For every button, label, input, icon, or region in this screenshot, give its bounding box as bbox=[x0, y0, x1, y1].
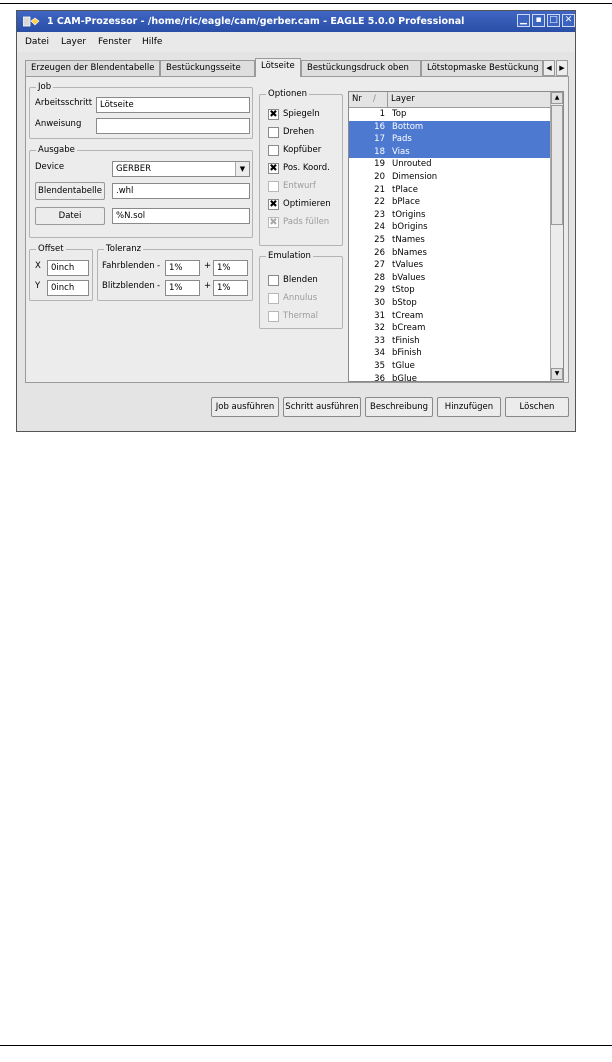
anweisung-field[interactable] bbox=[96, 118, 250, 134]
column-header-nr[interactable] bbox=[349, 92, 388, 107]
layer-number: 26 bbox=[374, 247, 385, 258]
layer-name: tGlue bbox=[392, 361, 415, 371]
device-value: GERBER bbox=[116, 164, 151, 174]
tab-loetstopmaske-bestueckung[interactable]: Lötstopmaske Bestückung bbox=[421, 60, 543, 76]
job-ausfuehren-button[interactable]: Job ausführen bbox=[211, 397, 279, 417]
page-bottom-rule bbox=[0, 1045, 612, 1046]
optionen-group-title: Optionen bbox=[268, 89, 307, 99]
column-header-layer[interactable] bbox=[388, 92, 550, 107]
layer-row[interactable] bbox=[349, 158, 550, 171]
layer-name: Dimension bbox=[392, 172, 438, 182]
offset-y-field[interactable]: 0inch bbox=[47, 280, 89, 296]
blitzblenden-minus-sign: - bbox=[157, 281, 161, 291]
tab-bestueckungsdruck-oben[interactable]: Bestückungsdruck oben bbox=[301, 60, 421, 76]
fahrblenden-minus-sign: - bbox=[157, 261, 161, 271]
layer-number: 17 bbox=[374, 134, 385, 145]
tab-blendentabelle[interactable]: Erzeugen der Blendentabelle bbox=[25, 60, 160, 76]
cam-processor-window bbox=[16, 10, 576, 432]
ausgabe-group bbox=[29, 145, 253, 238]
layer-row[interactable] bbox=[349, 184, 550, 197]
checkbox-box[interactable]: ✖ bbox=[269, 217, 278, 228]
window-title: 1 CAM-Prozessor - /home/ric/eagle/cam/gerber.cam - EAGLE 5.0.0 Professional bbox=[47, 16, 465, 27]
datei-button[interactable]: Datei bbox=[35, 207, 105, 225]
device-label: Device bbox=[35, 162, 65, 172]
restore-icon[interactable]: ▪ bbox=[532, 14, 545, 27]
arbeitsschritt-label: Arbeitsschritt bbox=[35, 98, 93, 108]
column-header-layer-label: Layer bbox=[391, 94, 415, 104]
layer-row[interactable] bbox=[349, 196, 550, 209]
fahrblenden-minus-field[interactable]: 1% bbox=[165, 260, 200, 276]
layer-number: 35 bbox=[374, 361, 385, 371]
layer-number: 23 bbox=[374, 209, 385, 220]
layer-row[interactable] bbox=[349, 108, 550, 121]
layer-number: 32 bbox=[374, 323, 385, 334]
checkbox-label: Entwurf bbox=[283, 181, 316, 191]
layer-row[interactable] bbox=[349, 272, 550, 285]
tab-scroll-right-icon[interactable]: ▶ bbox=[556, 60, 568, 76]
checkbox-box[interactable]: ✖ bbox=[269, 199, 278, 210]
layer-row[interactable] bbox=[349, 121, 550, 134]
layer-name: tPlace bbox=[392, 184, 418, 195]
maximize-icon[interactable]: □ bbox=[547, 14, 560, 27]
offset-y-label: Y bbox=[35, 281, 41, 291]
layer-name: tCream bbox=[392, 310, 424, 321]
layer-number: 30 bbox=[374, 298, 385, 308]
checkbox-box[interactable]: ✖ bbox=[269, 163, 278, 174]
job-group-title: Job bbox=[38, 82, 52, 92]
offset-group-title: Offset bbox=[38, 244, 64, 254]
blendentabelle-field[interactable]: .whl bbox=[112, 183, 250, 199]
hinzufuegen-button[interactable]: Hinzufügen bbox=[437, 397, 501, 417]
scrollbar-thumb[interactable] bbox=[551, 105, 563, 225]
layer-number: 25 bbox=[374, 235, 385, 245]
menu-datei[interactable]: Datei bbox=[25, 37, 50, 47]
blendentabelle-button[interactable]: Blendentabelle bbox=[35, 182, 105, 200]
minimize-icon[interactable]: ▁ bbox=[517, 14, 530, 27]
layer-number: 27 bbox=[374, 260, 385, 271]
layer-name: bNames bbox=[392, 247, 427, 258]
layer-name: bGlue bbox=[392, 373, 417, 382]
datei-field[interactable]: %N.sol bbox=[112, 208, 250, 224]
eagle-app-icon bbox=[23, 15, 41, 28]
tab-scroll-left-icon[interactable]: ◀ bbox=[543, 60, 555, 76]
arbeitsschritt-field[interactable]: Lötseite bbox=[96, 97, 250, 113]
layer-name: Vias bbox=[392, 146, 410, 157]
checkbox-box[interactable] bbox=[268, 311, 279, 322]
optionen-group bbox=[259, 89, 343, 246]
blitzblenden-plus-sign: + bbox=[204, 281, 212, 291]
offset-x-field[interactable]: 0inch bbox=[47, 260, 89, 276]
layer-row[interactable] bbox=[349, 133, 550, 146]
layer-row[interactable] bbox=[349, 209, 550, 222]
scroll-up-icon[interactable]: ▲ bbox=[551, 92, 563, 104]
layer-number: 24 bbox=[374, 222, 385, 233]
layer-number: 22 bbox=[374, 197, 385, 208]
toleranz-group bbox=[97, 244, 253, 301]
layer-row[interactable] bbox=[349, 234, 550, 247]
layer-number: 16 bbox=[374, 121, 385, 132]
checkbox-label: Drehen bbox=[283, 127, 315, 137]
tab-bestueckungsseite[interactable]: Bestückungsseite bbox=[160, 60, 255, 76]
layer-row[interactable] bbox=[349, 146, 550, 159]
layer-row[interactable] bbox=[349, 297, 550, 310]
emulation-group bbox=[259, 251, 343, 329]
checkbox-box[interactable] bbox=[268, 293, 279, 304]
layer-number: 19 bbox=[374, 159, 385, 170]
tab-loetseite[interactable]: Lötseite bbox=[255, 58, 301, 77]
layer-name: bCream bbox=[392, 323, 426, 334]
checkbox-box[interactable] bbox=[268, 145, 279, 156]
layer-number: 1 bbox=[379, 109, 385, 119]
layer-list[interactable] bbox=[348, 91, 564, 382]
fahrblenden-plus-sign: + bbox=[204, 261, 212, 271]
layer-number: 33 bbox=[374, 335, 385, 346]
layer-name: bPlace bbox=[392, 197, 420, 208]
layer-number: 29 bbox=[374, 285, 385, 296]
checkbox-label: Blenden bbox=[283, 275, 318, 285]
offset-group bbox=[29, 244, 93, 301]
loeschen-button[interactable]: Löschen bbox=[505, 397, 569, 417]
layer-name: Pads bbox=[392, 134, 412, 145]
layer-name: bFinish bbox=[392, 348, 422, 359]
fahrblenden-plus-field[interactable]: 1% bbox=[213, 260, 248, 276]
chevron-down-icon[interactable]: ▼ bbox=[235, 162, 249, 176]
emulation-group-title: Emulation bbox=[268, 251, 311, 261]
job-group bbox=[29, 82, 253, 139]
layer-list-header bbox=[349, 92, 550, 108]
layer-name: bOrigins bbox=[392, 222, 428, 233]
layer-number: 28 bbox=[374, 272, 385, 283]
layer-row[interactable] bbox=[349, 347, 550, 360]
layer-number: 34 bbox=[374, 348, 385, 359]
layer-row[interactable] bbox=[349, 373, 550, 382]
sort-indicator-icon: / bbox=[373, 94, 376, 104]
title-bar[interactable] bbox=[17, 11, 575, 32]
scroll-down-icon[interactable]: ▼ bbox=[551, 368, 563, 380]
layer-row[interactable] bbox=[349, 322, 550, 335]
layer-name: bStop bbox=[392, 298, 417, 308]
blitzblenden-label: Blitzblenden bbox=[102, 281, 155, 291]
checkbox-label: Annulus bbox=[283, 293, 318, 303]
layer-name: tOrigins bbox=[392, 209, 426, 220]
anweisung-label: Anweisung bbox=[35, 119, 82, 129]
layer-name: Top bbox=[392, 109, 407, 119]
layer-name: Bottom bbox=[392, 121, 424, 132]
layer-name: tNames bbox=[392, 235, 425, 245]
checkbox-label: Optimieren bbox=[283, 199, 331, 209]
layer-row[interactable] bbox=[349, 171, 550, 184]
layer-number: 31 bbox=[374, 310, 385, 321]
checkbox-label: Thermal bbox=[283, 311, 319, 321]
layer-name: tFinish bbox=[392, 335, 420, 346]
layer-row[interactable] bbox=[349, 259, 550, 272]
tab-panel bbox=[25, 76, 569, 383]
page-top-rule bbox=[0, 3, 612, 4]
menu-hilfe[interactable]: Hilfe bbox=[142, 37, 163, 47]
layer-name: bValues bbox=[392, 272, 426, 283]
menu-layer[interactable]: Layer bbox=[61, 37, 87, 47]
layer-name: Unrouted bbox=[392, 159, 432, 170]
layer-row[interactable] bbox=[349, 284, 550, 297]
layer-row[interactable] bbox=[349, 360, 550, 373]
schritt-ausfuehren-button[interactable]: Schritt ausführen bbox=[283, 397, 361, 417]
layer-name: tStop bbox=[392, 285, 415, 296]
layer-row[interactable] bbox=[349, 335, 550, 348]
device-select[interactable] bbox=[112, 161, 250, 177]
layer-number: 36 bbox=[374, 373, 385, 382]
checkbox-label: Spiegeln bbox=[283, 109, 320, 119]
checkbox-label: Pos. Koord. bbox=[283, 163, 330, 173]
layer-number: 20 bbox=[374, 172, 385, 182]
fahrblenden-label: Fahrblenden bbox=[102, 261, 155, 271]
column-header-nr-label: Nr bbox=[352, 94, 362, 104]
layer-row[interactable] bbox=[349, 310, 550, 323]
offset-x-label: X bbox=[35, 261, 41, 271]
layer-number: 18 bbox=[374, 146, 385, 157]
checkbox-label: Kopfüber bbox=[283, 145, 322, 155]
checkbox-box[interactable]: ✖ bbox=[269, 109, 278, 120]
layer-row[interactable] bbox=[349, 247, 550, 260]
close-icon[interactable]: ✕ bbox=[562, 14, 575, 27]
checkbox-label: Pads füllen bbox=[283, 217, 330, 227]
tab-bar bbox=[25, 58, 569, 77]
layer-row[interactable] bbox=[349, 221, 550, 234]
beschreibung-button[interactable]: Beschreibung bbox=[365, 397, 433, 417]
layer-name: tValues bbox=[392, 260, 424, 271]
menu-fenster[interactable]: Fenster bbox=[98, 37, 132, 47]
checkbox-box[interactable] bbox=[268, 127, 279, 138]
blitzblenden-minus-field[interactable]: 1% bbox=[165, 280, 200, 296]
checkbox-box[interactable] bbox=[268, 181, 279, 192]
checkbox-box[interactable] bbox=[268, 275, 279, 286]
layer-number: 21 bbox=[374, 184, 385, 195]
layer-list-scrollbar[interactable] bbox=[550, 92, 563, 381]
menu-bar bbox=[17, 32, 575, 52]
toleranz-group-title: Toleranz bbox=[106, 244, 142, 254]
blitzblenden-plus-field[interactable]: 1% bbox=[213, 280, 248, 296]
ausgabe-group-title: Ausgabe bbox=[38, 145, 75, 155]
